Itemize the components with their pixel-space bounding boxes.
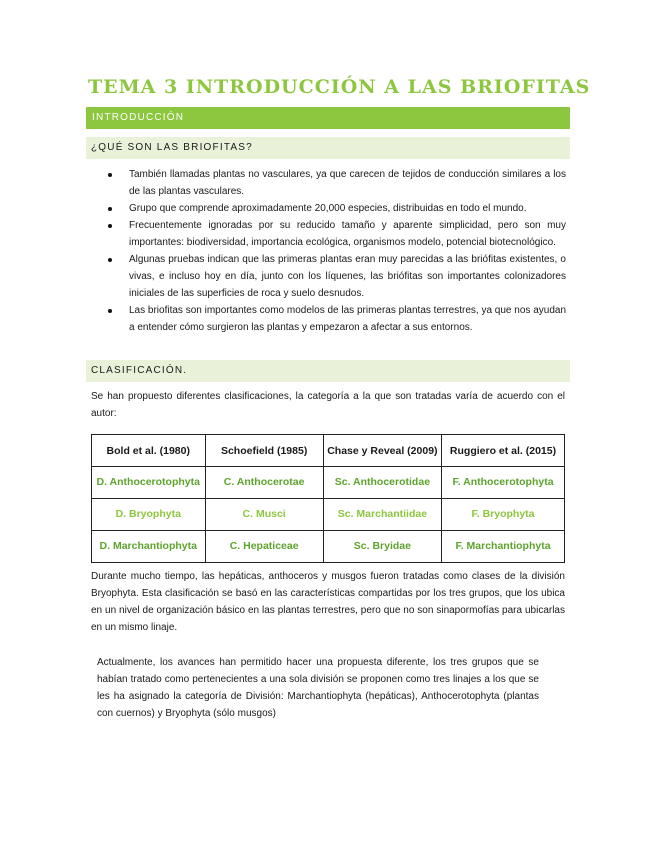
table-cell: Sc. Bryidae bbox=[323, 531, 441, 563]
table-header-cell: Bold et al. (1980) bbox=[92, 435, 206, 467]
classification-table bbox=[91, 434, 565, 563]
table-cell: Sc. Marchantiidae bbox=[323, 499, 441, 531]
bullet-dot-icon bbox=[108, 309, 112, 313]
bullet-dot-icon bbox=[108, 258, 112, 262]
table-row bbox=[92, 467, 565, 499]
list-item: Frecuentemente ignoradas por su reducido tamaño y aparente simplicidad, pero son muy importantes: biodiversidad, importancia ecológica, organismos modelo, potencial biotecnológico. bbox=[108, 217, 566, 251]
table-cell: Sc. Anthocerotidae bbox=[323, 467, 441, 499]
list-item: Grupo que comprende aproximadamente 20,000 especies, distribuidas en todo el mundo. bbox=[108, 200, 566, 217]
table-cell: C. Musci bbox=[205, 499, 323, 531]
subsection-header-clasificacion: CLASIFICACIÓN. bbox=[86, 360, 570, 382]
table-header-cell: Schoefield (1985) bbox=[205, 435, 323, 467]
table-cell: D. Bryophyta bbox=[92, 499, 206, 531]
table-cell: D. Marchantiophyta bbox=[92, 531, 206, 563]
section-header-introduccion: INTRODUCCIÓN bbox=[86, 107, 570, 129]
paragraph-current: Actualmente, los avances han permitido hacer una propuesta diferente, los tres grupos que se habían tratado como pertenecientes a una sola división se proponen como tres linajes a los que se les ha asignado la categoría de División: Marchantiophyta (hepáticas), Anthocerotophyta (plantas con cuernos) y Bryophyta (sólo musgos) bbox=[97, 657, 539, 719]
bullet-dot-icon bbox=[108, 207, 112, 211]
paragraph-historic: Durante mucho tiempo, las hepáticas, anthoceros y musgos fueron tratadas como clases de la división Bryophyta. Esta clasificación se basó en las características compartidas por los tres grupos, que los ubica en un nivel de organización básico en las plantas terrestres, pero que no son sinapormofías para ubicarlas en un mismo linaje. bbox=[91, 571, 565, 633]
classification-intro: Se han propuesto diferentes clasificaciones, la categoría a la que son tratadas varía de acuerdo con el autor: bbox=[91, 391, 565, 419]
page-title: TEMA 3 INTRODUCCIÓN A LAS BRIOFITAS bbox=[88, 76, 591, 98]
bullet-dot-icon bbox=[108, 173, 112, 177]
table-cell: F. Anthocerotophyta bbox=[442, 467, 565, 499]
table-cell: C. Hepaticeae bbox=[205, 531, 323, 563]
list-item: Las briofitas son importantes como modelos de las primeras plantas terrestres, ya que nos ayudan a entender cómo surgieron las plantas y empezaron a afectar a sus entornos. bbox=[108, 302, 566, 336]
table-header-row bbox=[92, 435, 565, 467]
table-cell: F. Marchantiophyta bbox=[442, 531, 565, 563]
table-row bbox=[92, 531, 565, 563]
bullet-list bbox=[108, 166, 566, 336]
table-header-cell: Ruggiero et al. (2015) bbox=[442, 435, 565, 467]
table-cell: C. Anthocerotae bbox=[205, 467, 323, 499]
list-item: También llamadas plantas no vasculares, ya que carecen de tejidos de conducción similares a los de las plantas vasculares. bbox=[108, 166, 566, 200]
list-item: Algunas pruebas indican que las primeras plantas eran muy parecidas a las briófitas existentes, o vivas, e incluso hoy en día, junto con los líquenes, las briófitas son importantes colonizadores iniciales de las superficies de roca y suelo desnudos. bbox=[108, 251, 566, 302]
table-row bbox=[92, 499, 565, 531]
subsection-header-que-son: ¿QUÉ SON LAS BRIOFITAS? bbox=[86, 137, 570, 159]
table-header-cell: Chase y Reveal (2009) bbox=[323, 435, 441, 467]
table-cell: F. Bryophyta bbox=[442, 499, 565, 531]
table-cell: D. Anthocerotophyta bbox=[92, 467, 206, 499]
bullet-dot-icon bbox=[108, 224, 112, 228]
